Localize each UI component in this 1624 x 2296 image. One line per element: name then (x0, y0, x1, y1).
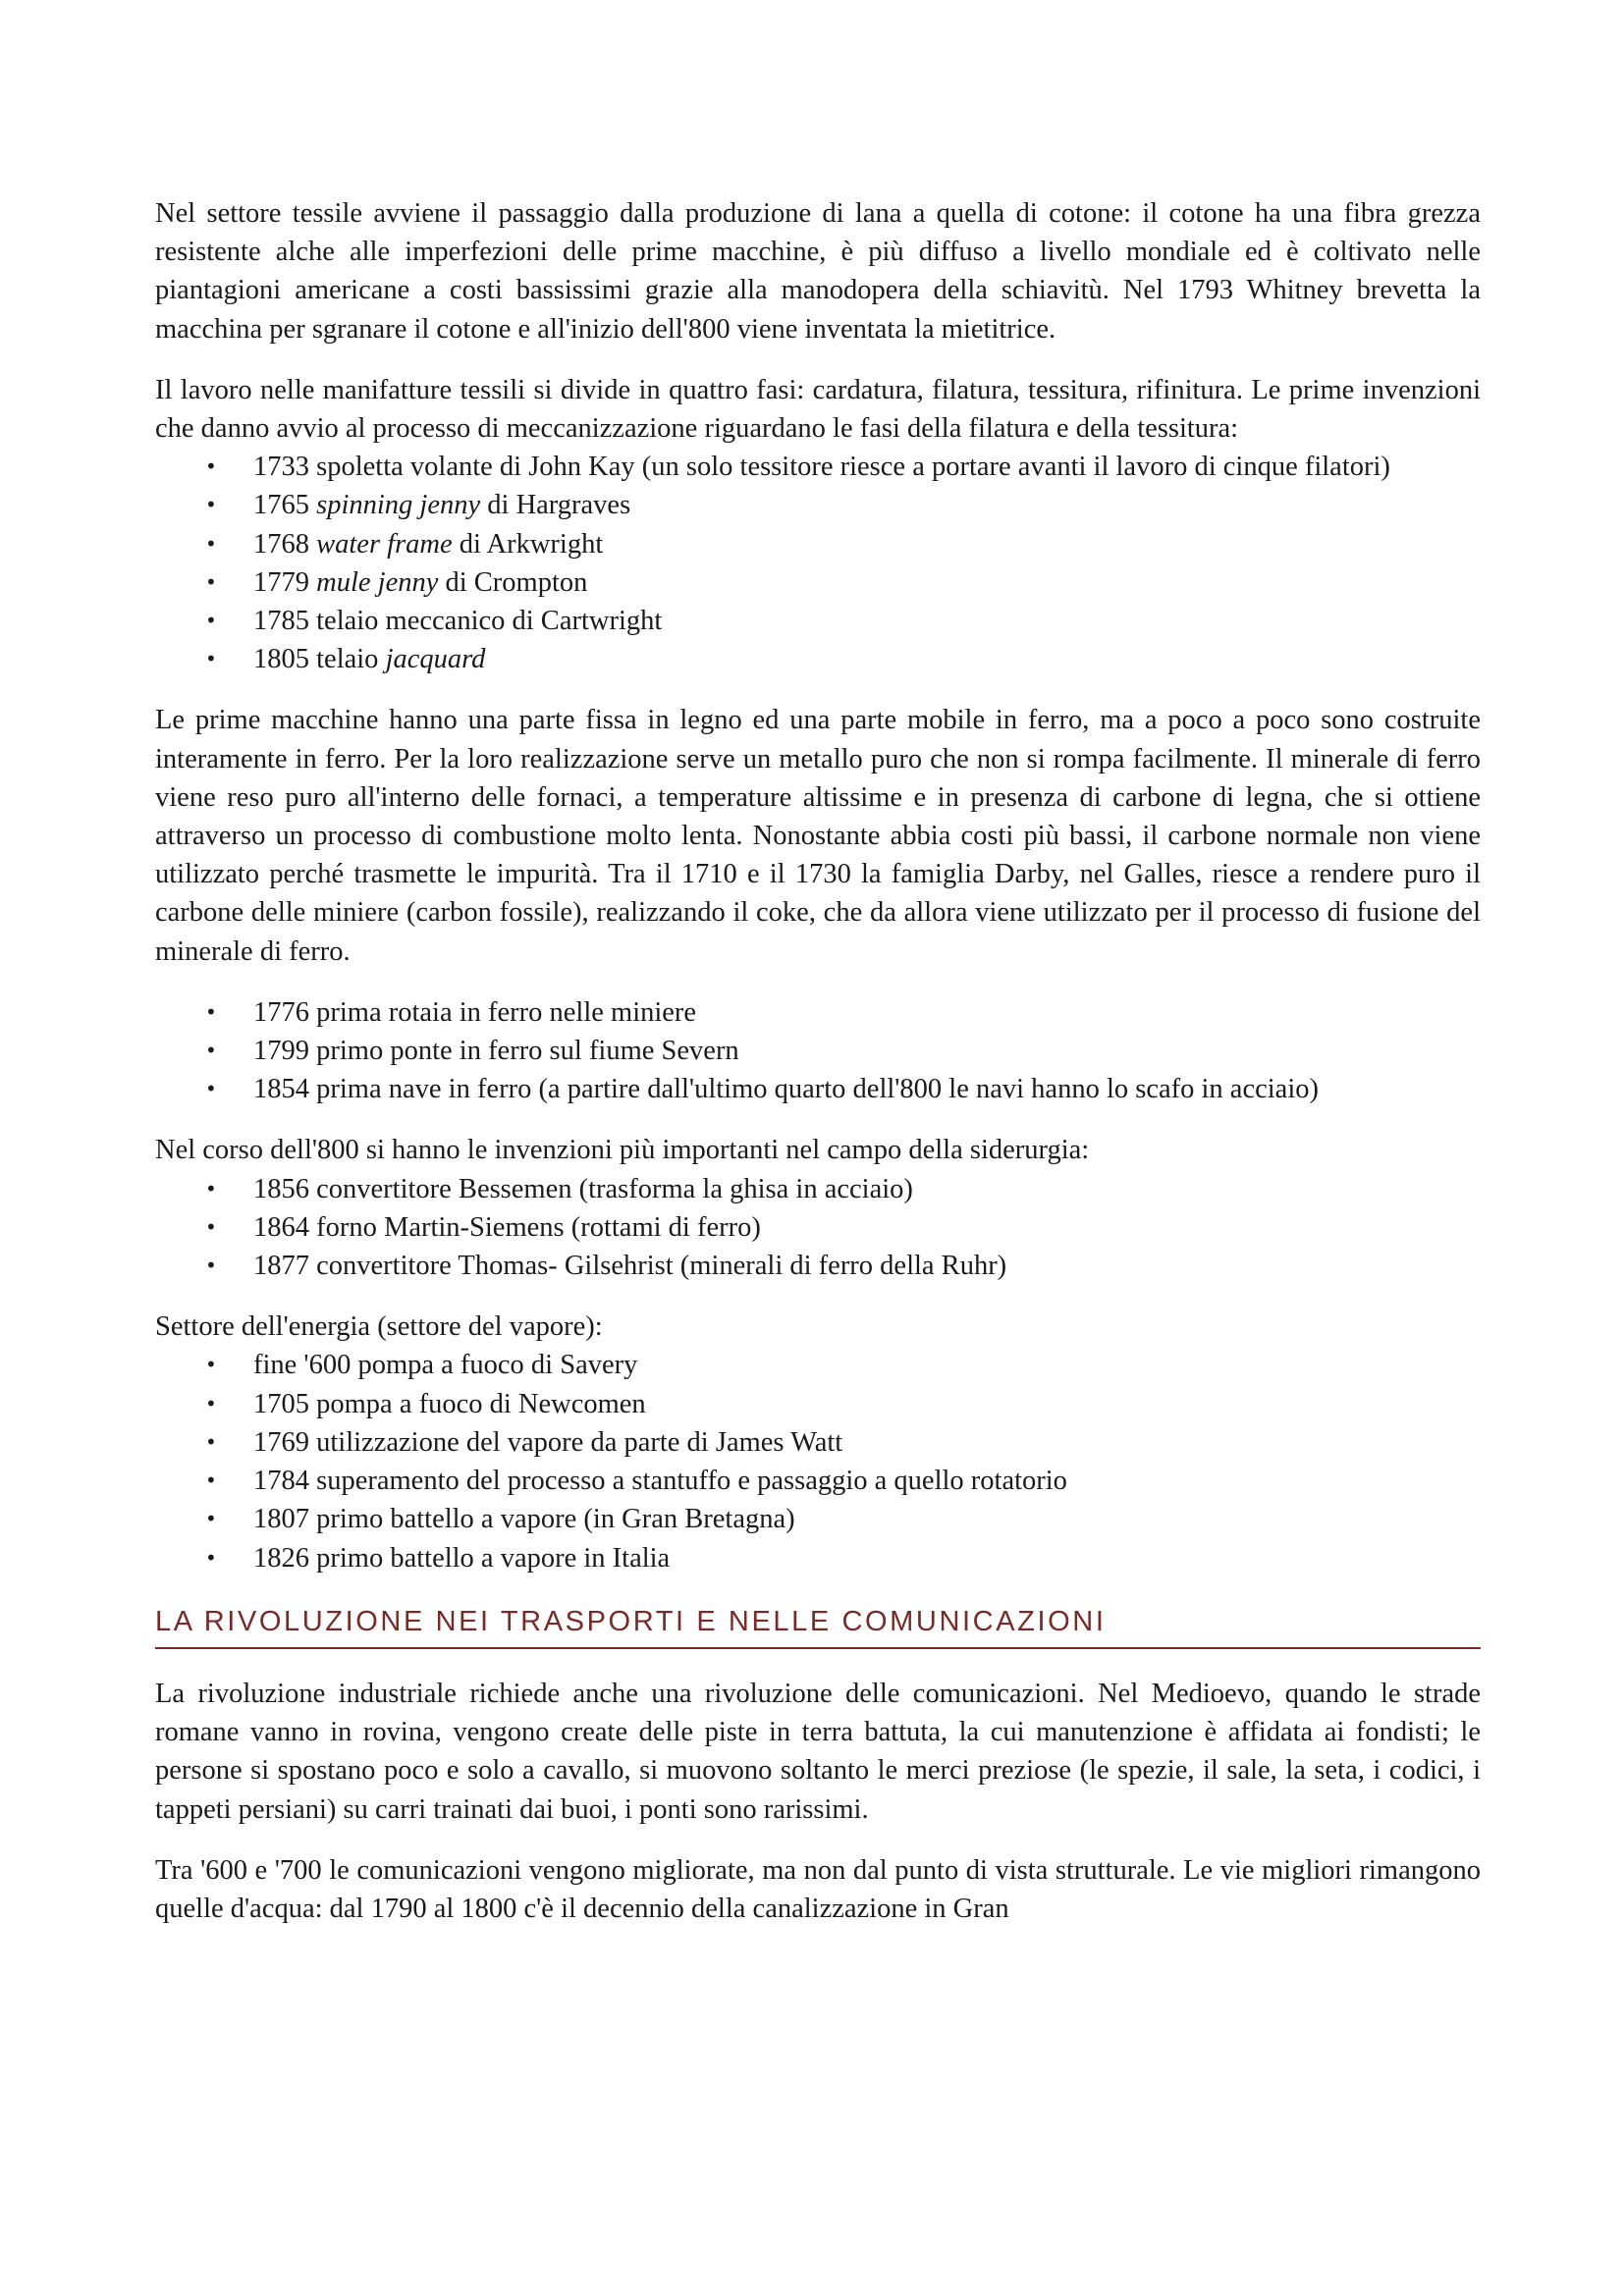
list-item-text: 1779 (253, 566, 317, 598)
bullet-icon: • (205, 1077, 217, 1101)
bullet-icon: • (205, 569, 217, 594)
list-item (155, 1423, 1481, 1462)
bullet-icon: • (205, 647, 217, 671)
list-item-emphasis: water frame (316, 528, 453, 560)
list-item (155, 1208, 1481, 1247)
list-item-text: 1854 prima nave in ferro (a partire dall'ultimo quarto dell'800 le navi hanno lo scafo in acciaio) (253, 1074, 1319, 1105)
list-item (155, 1500, 1481, 1538)
list-item-text: fine '600 pompa a fuoco di Savery (253, 1350, 638, 1381)
list-item-text: 1768 (253, 528, 317, 560)
list-item (155, 448, 1481, 486)
list-item-text: 1769 utilizzazione del vapore da parte di James Watt (253, 1426, 843, 1458)
list-item-emphasis: mule jenny (316, 566, 439, 598)
list-item-text: 1733 spoletta volante di John Kay (un solo tessitore riesce a portare avanti il lavoro di cinque filatori) (253, 452, 1390, 483)
list-item-text: 1805 telaio (253, 644, 386, 675)
bullet-icon: • (205, 1507, 217, 1531)
energy-inventions-list (155, 1346, 1481, 1576)
list-item-text: 1856 convertitore Bessemen (trasforma la ghisa in acciaio) (253, 1173, 913, 1204)
list-item-text: 1826 primo battello a vapore in Italia (253, 1542, 671, 1574)
list-item-text: 1864 forno Martin-Siemens (rottami di ferro) (253, 1211, 761, 1243)
paragraph-textile-phases: Il lavoro nelle manifatture tessili si divide in quattro fasi: cardatura, filatura, tessitura, rifinitura. Le prime invenzioni che danno avvio al processo di meccanizzazione riguardano le fasi della filatura e della tessitura: (155, 374, 1481, 445)
list-item (155, 1539, 1481, 1577)
paragraph-waterways: Tra '600 e '700 le comunicazioni vengono migliorate, ma non dal punto di vista strutturale. Le vie migliori rimangono quelle d'acqua: dal 1790 al 1800 c'è il decennio della canalizzazione in Gran (155, 1854, 1481, 1924)
bullet-icon: • (205, 1214, 217, 1239)
list-item-text: 1799 primo ponte in ferro sul fiume Severn (253, 1036, 739, 1067)
bullet-icon: • (205, 531, 217, 556)
list-item (155, 1032, 1481, 1070)
bullet-icon: • (205, 1391, 217, 1415)
list-item (155, 1170, 1481, 1208)
list-item (155, 640, 1481, 678)
bullet-icon: • (205, 609, 217, 633)
list-item-text: 1877 convertitore Thomas- Gilsehrist (minerali di ferro della Ruhr) (253, 1251, 1007, 1282)
section-heading-transport: LA RIVOLUZIONE NEI TRASPORTI E NELLE COMUNICAZIONI (155, 1603, 1481, 1649)
list-item-text: di Hargraves (480, 490, 631, 521)
bullet-icon: • (205, 1545, 217, 1570)
textile-inventions-list (155, 448, 1481, 678)
list-item-text: 1765 (253, 490, 317, 521)
bullet-icon: • (205, 1254, 217, 1278)
list-item-text: di Arkwright (452, 528, 604, 560)
bullet-icon: • (205, 999, 217, 1024)
bullet-icon: • (205, 1429, 217, 1454)
paragraph-cotton: Nel settore tessile avviene il passaggio dalla produzione di lana a quella di cotone: il cotone ha una fibra grezza resistente alche alle imperfezioni delle prime macchine, è più diffuso a livello mondiale ed è coltivato nelle piantagioni americane a costi bassissimi grazie alla manodopera della schiavitù. Nel 1793 Whitney brevetta la macchina per sgranare il cotone e all'inizio dell'800 viene inventata la mietitrice. (155, 198, 1481, 345)
list-item-text: 1785 telaio meccanico di Cartwright (253, 606, 663, 637)
list-item-text: 1807 primo battello a vapore (in Gran Bretagna) (253, 1504, 795, 1535)
list-item (155, 993, 1481, 1032)
list-item (155, 563, 1481, 602)
list-item-text: 1784 superamento del processo a stantuffo e passaggio a quello rotatorio (253, 1466, 1067, 1497)
bullet-icon: • (205, 454, 217, 479)
list-item-emphasis: jacquard (385, 644, 486, 675)
list-item-emphasis: spinning jenny (316, 490, 481, 521)
list-item (155, 1385, 1481, 1423)
bullet-icon: • (205, 1176, 217, 1201)
list-item (155, 525, 1481, 563)
list-item-text: 1776 prima rotaia in ferro nelle miniere (253, 996, 697, 1028)
paragraph-communications: La rivoluzione industriale richiede anche una rivoluzione delle comunicazioni. Nel Medioevo, quando le strade romane vanno in rovina, vengono create delle piste in terra battuta, la cui manutenzione è affidata ai fondisti; le persone si spostano poco e solo a cavallo, si muovono soltanto le merci preziose (le spezie, il sale, la seta, i codici, i tappeti persiani) su carri trainati dai buoi, i ponti sono rarissimi. (155, 1678, 1481, 1825)
list-item (155, 1070, 1481, 1108)
bullet-icon: • (205, 493, 217, 517)
list-item (155, 486, 1481, 524)
bullet-icon: • (205, 1353, 217, 1377)
list-item (155, 1462, 1481, 1500)
bullet-icon: • (205, 1468, 217, 1493)
list-item (155, 1346, 1481, 1384)
paragraph-energy: Settore dell'energia (settore del vapore): (155, 1311, 603, 1343)
list-item-text: di Crompton (438, 566, 588, 598)
list-item (155, 1247, 1481, 1285)
list-item-text: 1705 pompa a fuoco di Newcomen (253, 1388, 646, 1419)
paragraph-steel: Nel corso dell'800 si hanno le invenzioni più importanti nel campo della siderurgia: (155, 1135, 1090, 1166)
bullet-icon: • (205, 1039, 217, 1063)
list-item (155, 602, 1481, 640)
iron-milestones-list (155, 993, 1481, 1109)
steel-inventions-list (155, 1170, 1481, 1286)
document-page (155, 194, 1481, 1950)
paragraph-iron: Le prime macchine hanno una parte fissa in legno ed una parte mobile in ferro, ma a poco a poco sono costruite interamente in ferro. Per la loro realizzazione serve un metallo puro che non si rompa facilmente. Il minerale di ferro viene reso puro all'interno delle fornaci, a temperature altissime e in presenza di carbone di legna, che si ottiene attraverso un processo di combustione molto lenta. Nonostante abbia costi più bassi, il carbone normale non viene utilizzato perché trasmette le impurità. Tra il 1710 e il 1730 la famiglia Darby, nel Galles, riesce a rendere puro il carbone delle miniere (carbon fossile), realizzando il coke, che da allora viene utilizzato per il processo di fusione del minerale di ferro. (155, 705, 1481, 967)
